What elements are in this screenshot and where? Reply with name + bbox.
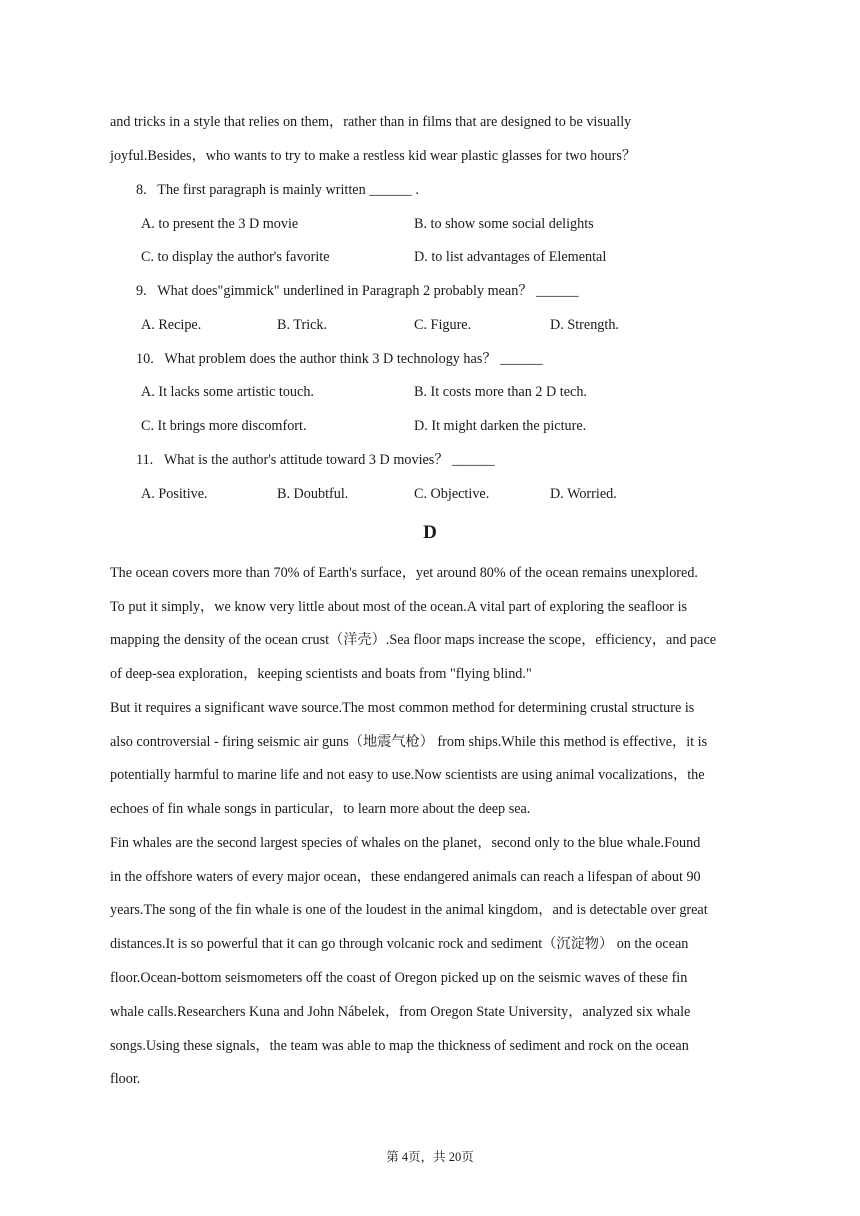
- question-11-option-c: C. Objective.: [414, 486, 490, 502]
- question-8-stem: 8. The first paragraph is mainly written ______ .: [136, 182, 419, 198]
- section-heading: D: [423, 522, 437, 543]
- passage-line: Fin whales are the second largest species of whales on the planet，second only to the blue whale.Found: [110, 835, 701, 851]
- continued-text-line: and tricks in a style that relies on them，rather than in films that are designed to be visually: [110, 114, 632, 130]
- question-11-stem: 11. What is the author's attitude toward 3 D movies？ ______: [136, 452, 495, 468]
- passage-line: whale calls.Researchers Kuna and John Nábelek，from Oregon State University，analyzed six whale: [110, 1004, 691, 1020]
- passage-line: To put it simply，we know very little about most of the ocean.A vital part of exploring the seafloor is: [110, 599, 688, 615]
- passage-line: mapping the density of the ocean crust（洋壳）.Sea floor maps increase the scope，efficiency，and pace: [110, 632, 717, 648]
- passage-line: floor.Ocean-bottom seismometers off the coast of Oregon picked up on the seismic waves of these fin: [110, 970, 688, 986]
- passage-line: potentially harmful to marine life and not easy to use.Now scientists are using animal vocalizations，the: [110, 767, 705, 783]
- passage-line: songs.Using these signals，the team was able to map the thickness of sediment and rock on the ocean: [110, 1038, 689, 1054]
- question-11-option-d: D. Worried.: [550, 486, 617, 502]
- question-11-option-a: A. Positive.: [141, 486, 208, 502]
- passage-line: But it requires a significant wave source.The most common method for determining crustal structure is: [110, 700, 695, 716]
- question-10-option-c: C. It brings more discomfort.: [141, 418, 307, 434]
- passage-line: years.The song of the fin whale is one of the loudest in the animal kingdom，and is detectable over great: [110, 902, 708, 918]
- passage-line: in the offshore waters of every major ocean，these endangered animals can reach a lifespan of about 90: [110, 869, 701, 885]
- page-number-footer: 第 4页，共 20页: [386, 1150, 474, 1164]
- question-9-stem: 9. What does"gimmick" underlined in Paragraph 2 probably mean？ ______: [136, 283, 579, 299]
- question-8-option-d: D. to list advantages of Elemental: [414, 249, 607, 265]
- continued-text-line: joyful.Besides，who wants to try to make a restless kid wear plastic glasses for two hours？: [110, 148, 637, 164]
- passage-line: echoes of fin whale songs in particular，to learn more about the deep sea.: [110, 801, 531, 817]
- passage-line: floor.: [110, 1071, 141, 1087]
- passage-line: also controversial - firing seismic air guns（地震气枪） from ships.While this method is effective，it is: [110, 734, 708, 750]
- passage-line: of deep-sea exploration，keeping scientists and boats from "flying blind.": [110, 666, 532, 682]
- question-9-option-a: A. Recipe.: [141, 317, 202, 333]
- question-11-option-b: B. Doubtful.: [277, 486, 349, 502]
- question-9-option-b: B. Trick.: [277, 317, 328, 333]
- passage-line: The ocean covers more than 70% of Earth's surface，yet around 80% of the ocean remains unexplored.: [110, 565, 698, 581]
- question-8-option-b: B. to show some social delights: [414, 216, 594, 232]
- question-9-option-c: C. Figure.: [414, 317, 472, 333]
- question-10-option-a: A. It lacks some artistic touch.: [141, 384, 314, 400]
- question-9-option-d: D. Strength.: [550, 317, 619, 333]
- question-10-option-b: B. It costs more than 2 D tech.: [414, 384, 587, 400]
- question-8-option-a: A. to present the 3 D movie: [141, 216, 299, 232]
- passage-line: distances.It is so powerful that it can go through volcanic rock and sediment（沉淀物） on the ocean: [110, 936, 689, 952]
- question-10-stem: 10. What problem does the author think 3 D technology has？ ______: [136, 351, 543, 367]
- question-10-option-d: D. It might darken the picture.: [414, 418, 587, 434]
- question-8-option-c: C. to display the author's favorite: [141, 249, 330, 265]
